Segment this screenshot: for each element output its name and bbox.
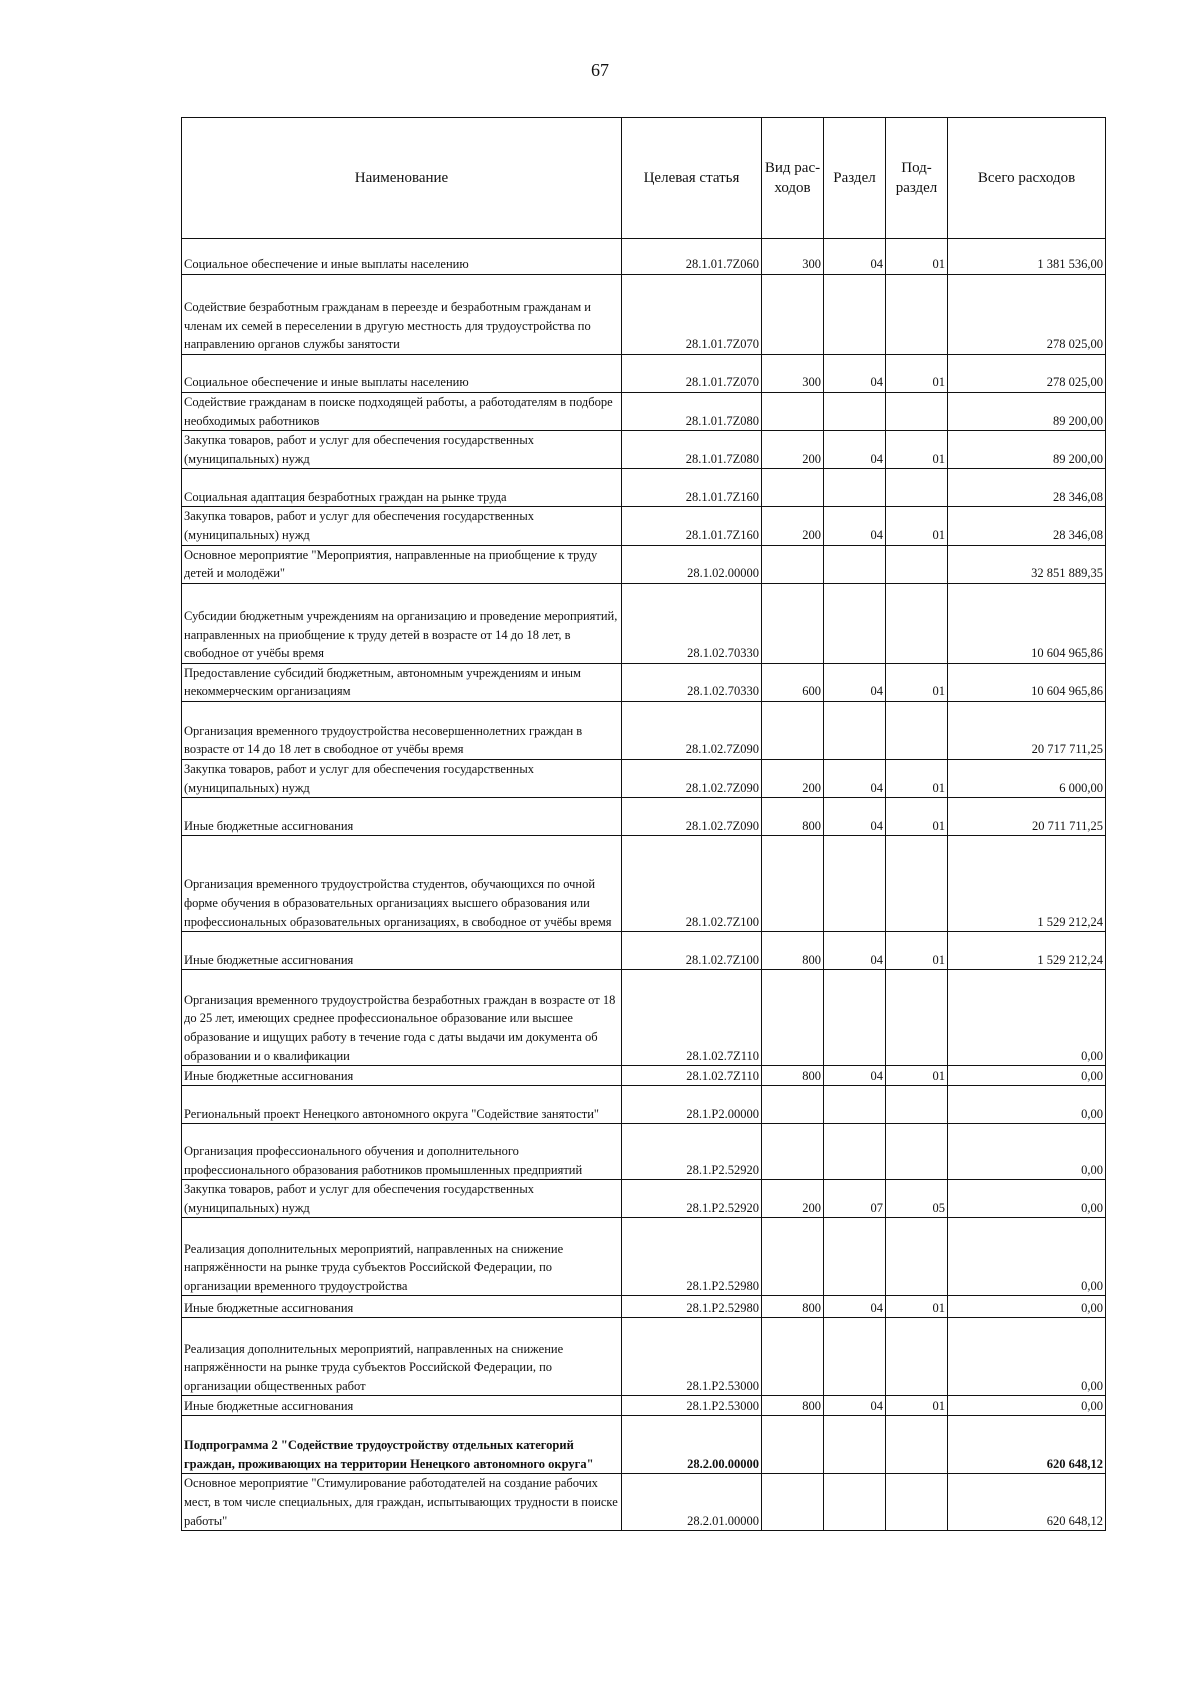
row-name: Закупка товаров, работ и услуг для обеспечения государственных (муниципальных) нужд: [182, 1180, 622, 1218]
row-subsection: 01: [886, 239, 948, 275]
row-target-code: 28.1.02.70330: [622, 663, 762, 701]
row-name: Иные бюджетные ассигнования: [182, 1296, 622, 1318]
row-total: 278 025,00: [948, 355, 1106, 393]
row-name: Закупка товаров, работ и услуг для обеспечения государственных (муниципальных) нужд: [182, 431, 622, 469]
row-expense-type: [762, 1086, 824, 1124]
row-name: Иные бюджетные ассигнования: [182, 1066, 622, 1086]
row-total: 32 851 889,35: [948, 545, 1106, 583]
row-section: 04: [824, 239, 886, 275]
row-subsection: [886, 393, 948, 431]
row-target-code: 28.1.P2.52920: [622, 1124, 762, 1180]
header-total: Всего расходов: [948, 118, 1106, 239]
row-subsection: 01: [886, 1066, 948, 1086]
row-expense-type: 600: [762, 663, 824, 701]
row-total: 0,00: [948, 1218, 1106, 1296]
row-name: Закупка товаров, работ и услуг для обеспечения государственных (муниципальных) нужд: [182, 507, 622, 545]
page-number: 67: [591, 60, 609, 80]
row-total: 620 648,12: [948, 1474, 1106, 1531]
row-name: Региональный проект Ненецкого автономного округа "Содействие занятости": [182, 1086, 622, 1124]
row-section: [824, 583, 886, 663]
row-subsection: 01: [886, 759, 948, 797]
row-total: 0,00: [948, 1124, 1106, 1180]
header-section: Раздел: [824, 118, 886, 239]
row-total: 20 717 711,25: [948, 701, 1106, 759]
row-section: [824, 1218, 886, 1296]
row-target-code: 28.1.P2.52920: [622, 1180, 762, 1218]
row-target-code: 28.1.P2.53000: [622, 1396, 762, 1416]
row-section: 04: [824, 1066, 886, 1086]
row-section: 04: [824, 431, 886, 469]
table-row: [182, 663, 1106, 701]
row-section: 04: [824, 355, 886, 393]
row-total: 20 711 711,25: [948, 798, 1106, 836]
row-target-code: 28.1.02.7Z100: [622, 836, 762, 932]
row-target-code: 28.1.P2.53000: [622, 1318, 762, 1396]
row-subsection: [886, 1124, 948, 1180]
row-expense-type: [762, 836, 824, 932]
row-section: [824, 1318, 886, 1396]
header-name: Наименование: [182, 118, 622, 239]
row-subsection: 01: [886, 431, 948, 469]
table-row: [182, 583, 1106, 663]
row-target-code: 28.1.02.7Z090: [622, 759, 762, 797]
row-target-code: 28.1.02.70330: [622, 583, 762, 663]
row-section: 04: [824, 932, 886, 970]
row-expense-type: 800: [762, 1396, 824, 1416]
table-row: [182, 239, 1106, 275]
row-section: [824, 1416, 886, 1474]
row-name: Организация профессионального обучения и дополнительного профессионального образования работников промышленных предприятий: [182, 1124, 622, 1180]
table-row: [182, 701, 1106, 759]
row-name: Реализация дополнительных мероприятий, направленных на снижение напряжённости на рынке труда субъектов Российской Федерации, по организации временного трудоустройства: [182, 1218, 622, 1296]
row-name: Основное мероприятие "Мероприятия, направленные на приобщение к труду детей и молодёжи": [182, 545, 622, 583]
row-total: 0,00: [948, 1066, 1106, 1086]
row-section: 04: [824, 507, 886, 545]
header-subsection: Под- раздел: [886, 118, 948, 239]
row-target-code: 28.1.02.7Z090: [622, 798, 762, 836]
row-section: [824, 469, 886, 507]
row-target-code: 28.1.P2.52980: [622, 1296, 762, 1318]
row-total: 278 025,00: [948, 275, 1106, 355]
row-target-code: 28.1.01.7Z080: [622, 431, 762, 469]
table-row: [182, 1396, 1106, 1416]
row-expense-type: 800: [762, 1296, 824, 1318]
table-row: [182, 507, 1106, 545]
row-target-code: 28.1.01.7Z070: [622, 275, 762, 355]
row-name: Иные бюджетные ассигнования: [182, 932, 622, 970]
row-subsection: [886, 1416, 948, 1474]
table-row: [182, 1086, 1106, 1124]
row-subsection: [886, 1474, 948, 1531]
table-row: [182, 431, 1106, 469]
row-subsection: 05: [886, 1180, 948, 1218]
row-expense-type: [762, 701, 824, 759]
table-row: [182, 1474, 1106, 1531]
row-target-code: 28.1.02.7Z110: [622, 970, 762, 1066]
row-expense-type: 200: [762, 759, 824, 797]
row-subsection: 01: [886, 507, 948, 545]
row-name: Предоставление субсидий бюджетным, автономным учреждениям и иным некоммерческим организациям: [182, 663, 622, 701]
row-name: Содействие гражданам в поиске подходящей работы, а работодателям в подборе необходимых работников: [182, 393, 622, 431]
row-expense-type: [762, 1318, 824, 1396]
row-name: Иные бюджетные ассигнования: [182, 798, 622, 836]
row-section: [824, 545, 886, 583]
row-total: 28 346,08: [948, 507, 1106, 545]
table-row: [182, 798, 1106, 836]
row-name: Социальное обеспечение и иные выплаты населению: [182, 239, 622, 275]
row-section: [824, 1124, 886, 1180]
row-name: Организация временного трудоустройства студентов, обучающихся по очной форме обучения в образовательных организациях высшего образования или профессиональных образовательных организациях, в свободное от учёбы время: [182, 836, 622, 932]
row-section: 07: [824, 1180, 886, 1218]
row-target-code: 28.1.02.7Z100: [622, 932, 762, 970]
table-row: [182, 1124, 1106, 1180]
row-total: 1 529 212,24: [948, 932, 1106, 970]
row-expense-type: [762, 583, 824, 663]
table-header-row: [182, 118, 1106, 239]
row-expense-type: [762, 970, 824, 1066]
table-row: [182, 355, 1106, 393]
row-name: Основное мероприятие "Стимулирование работодателей на создание рабочих мест, в том числе специальных, для граждан, испытывающих трудности в поиске работы": [182, 1474, 622, 1531]
row-name: Социальная адаптация безработных граждан на рынке труда: [182, 469, 622, 507]
table-body: [182, 239, 1106, 1531]
row-name: Закупка товаров, работ и услуг для обеспечения государственных (муниципальных) нужд: [182, 759, 622, 797]
row-subsection: 01: [886, 1296, 948, 1318]
header-target: Целевая статья: [622, 118, 762, 239]
row-target-code: 28.1.02.7Z090: [622, 701, 762, 759]
row-expense-type: 300: [762, 239, 824, 275]
row-target-code: 28.1.01.7Z160: [622, 507, 762, 545]
row-name: Содействие безработным гражданам в переезде и безработным гражданам и членам их семей в переселении в другую местность для трудоустройства по направлению органов службы занятости: [182, 275, 622, 355]
row-subsection: 01: [886, 932, 948, 970]
row-expense-type: 800: [762, 1066, 824, 1086]
row-total: 620 648,12: [948, 1416, 1106, 1474]
row-expense-type: 200: [762, 1180, 824, 1218]
row-total: 89 200,00: [948, 431, 1106, 469]
row-section: [824, 1086, 886, 1124]
row-section: 04: [824, 798, 886, 836]
row-name: Иные бюджетные ассигнования: [182, 1396, 622, 1416]
row-section: [824, 275, 886, 355]
row-subsection: [886, 970, 948, 1066]
table-row: [182, 759, 1106, 797]
row-total: 0,00: [948, 970, 1106, 1066]
table-row: [182, 469, 1106, 507]
row-total: 10 604 965,86: [948, 663, 1106, 701]
row-name: Организация временного трудоустройства несовершеннолетних граждан в возрасте от 14 до 18 лет в свободное от учёбы время: [182, 701, 622, 759]
table-row: [182, 1416, 1106, 1474]
row-name: Организация временного трудоустройства безработных граждан в возрасте от 18 до 25 лет, имеющих среднее профессиональное образование или высшее образование и ищущих работу в течение года с даты выдачи им документа об образовании и о квалификации: [182, 970, 622, 1066]
row-target-code: 28.1.01.7Z070: [622, 355, 762, 393]
row-expense-type: [762, 1416, 824, 1474]
table-row: [182, 836, 1106, 932]
table-row: [182, 1180, 1106, 1218]
row-subsection: [886, 545, 948, 583]
row-name: Подпрограмма 2 "Содействие трудоустройству отдельных категорий граждан, проживающих на территории Ненецкого автономного округа": [182, 1416, 622, 1474]
row-section: [824, 393, 886, 431]
row-subsection: 01: [886, 798, 948, 836]
table-row: [182, 545, 1106, 583]
row-section: 04: [824, 759, 886, 797]
row-total: 1 381 536,00: [948, 239, 1106, 275]
row-subsection: [886, 701, 948, 759]
row-total: 0,00: [948, 1296, 1106, 1318]
row-target-code: 28.2.00.00000: [622, 1416, 762, 1474]
row-total: 0,00: [948, 1318, 1106, 1396]
table-row: [182, 393, 1106, 431]
table-row: [182, 932, 1106, 970]
row-target-code: 28.1.02.00000: [622, 545, 762, 583]
row-target-code: 28.1.01.7Z160: [622, 469, 762, 507]
row-expense-type: 800: [762, 798, 824, 836]
row-section: [824, 701, 886, 759]
row-expense-type: [762, 275, 824, 355]
table-row: [182, 275, 1106, 355]
row-total: 28 346,08: [948, 469, 1106, 507]
row-name: Субсидии бюджетным учреждениям на организацию и проведение мероприятий, направленных на приобщение к труду детей в возрасте от 14 до 18 лет, в свободное от учёбы время: [182, 583, 622, 663]
row-target-code: 28.1.01.7Z060: [622, 239, 762, 275]
table-row: [182, 1066, 1106, 1086]
row-total: 6 000,00: [948, 759, 1106, 797]
row-total: 0,00: [948, 1396, 1106, 1416]
row-expense-type: [762, 469, 824, 507]
row-section: [824, 836, 886, 932]
row-subsection: 01: [886, 1396, 948, 1416]
row-expense-type: [762, 393, 824, 431]
table-row: [182, 1218, 1106, 1296]
table-row: [182, 1318, 1106, 1396]
row-section: 04: [824, 663, 886, 701]
row-section: 04: [824, 1296, 886, 1318]
table-row: [182, 1296, 1106, 1318]
row-expense-type: 300: [762, 355, 824, 393]
row-name: Реализация дополнительных мероприятий, направленных на снижение напряжённости на рынке труда субъектов Российской Федерации, по организации общественных работ: [182, 1318, 622, 1396]
row-total: 1 529 212,24: [948, 836, 1106, 932]
row-subsection: [886, 1086, 948, 1124]
row-expense-type: [762, 1218, 824, 1296]
row-target-code: 28.1.P2.00000: [622, 1086, 762, 1124]
row-subsection: [886, 1318, 948, 1396]
row-name: Социальное обеспечение и иные выплаты населению: [182, 355, 622, 393]
row-total: 10 604 965,86: [948, 583, 1106, 663]
row-section: [824, 970, 886, 1066]
row-section: [824, 1474, 886, 1531]
row-target-code: 28.1.P2.52980: [622, 1218, 762, 1296]
row-target-code: 28.2.01.00000: [622, 1474, 762, 1531]
row-expense-type: 800: [762, 932, 824, 970]
row-subsection: [886, 469, 948, 507]
row-subsection: [886, 275, 948, 355]
row-expense-type: [762, 1474, 824, 1531]
row-expense-type: 200: [762, 507, 824, 545]
row-subsection: 01: [886, 355, 948, 393]
table-row: [182, 970, 1106, 1066]
row-expense-type: [762, 545, 824, 583]
row-target-code: 28.1.01.7Z080: [622, 393, 762, 431]
row-target-code: 28.1.02.7Z110: [622, 1066, 762, 1086]
row-expense-type: [762, 1124, 824, 1180]
row-section: 04: [824, 1396, 886, 1416]
row-total: 0,00: [948, 1180, 1106, 1218]
row-total: 89 200,00: [948, 393, 1106, 431]
header-expense-type: Вид рас- ходов: [762, 118, 824, 239]
row-subsection: 01: [886, 663, 948, 701]
row-expense-type: 200: [762, 431, 824, 469]
budget-table: [181, 117, 1106, 1531]
row-subsection: [886, 583, 948, 663]
row-subsection: [886, 836, 948, 932]
row-total: 0,00: [948, 1086, 1106, 1124]
row-subsection: [886, 1218, 948, 1296]
